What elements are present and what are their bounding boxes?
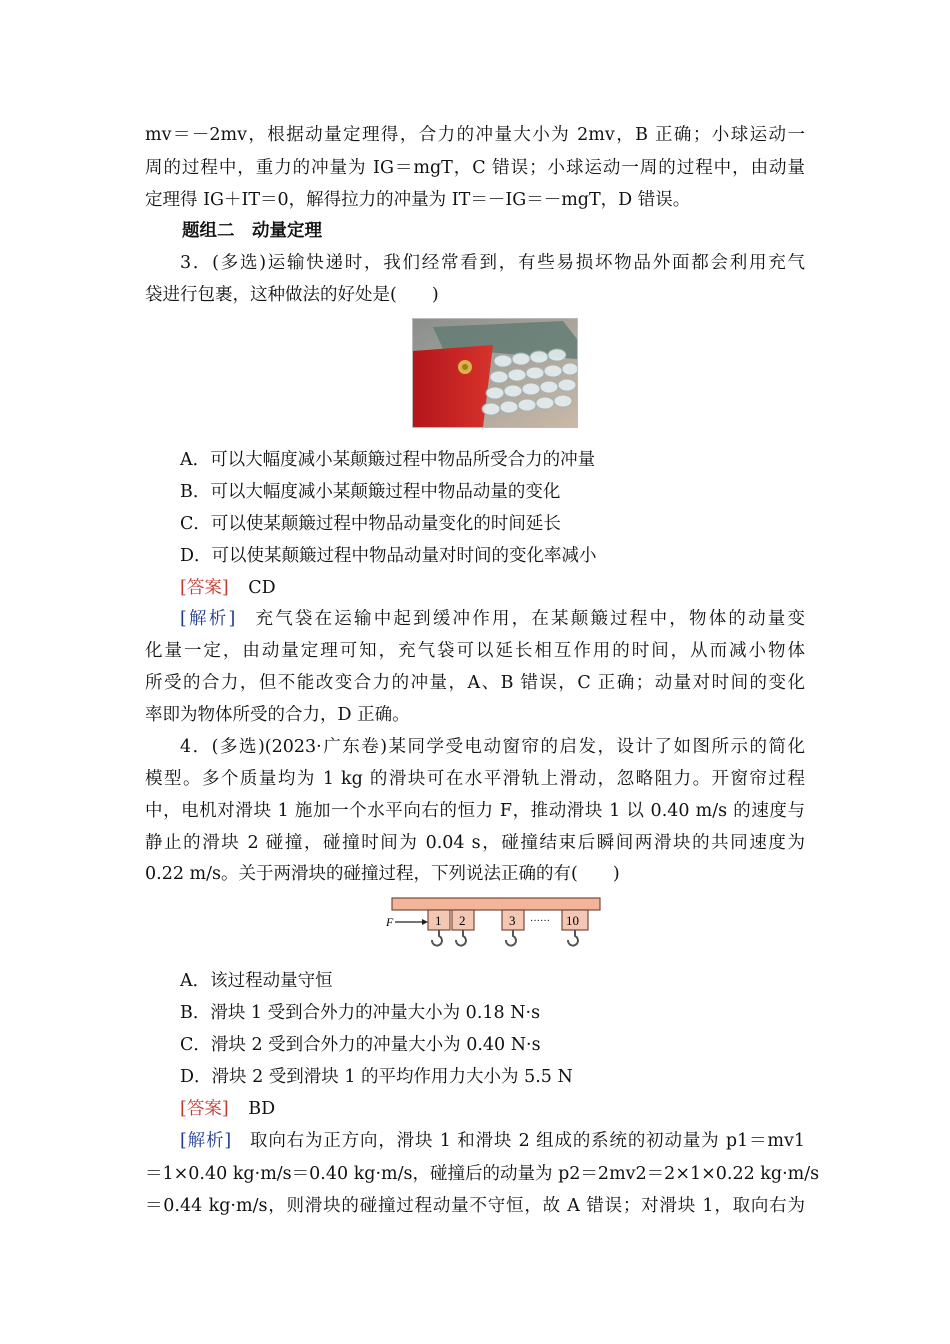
- analysis-line: [180, 1128, 805, 1154]
- section-title: 题组二 动量定理: [182, 221, 322, 241]
- analysis-text: 充气袋在运输中起到缓冲作用，在某颠簸过程中，物体的动量变: [253, 609, 806, 629]
- option-c: C．滑块 2 受到合外力的冲量大小为 0.40 N·s: [180, 1035, 541, 1055]
- answer-label: [答案]: [180, 1099, 229, 1119]
- packaging-photo: [412, 318, 578, 428]
- analysis-label: [解析]: [180, 1131, 232, 1151]
- option-b: B．可以大幅度减小某颠簸过程中物品动量的变化: [180, 482, 561, 502]
- block-label: 10: [566, 913, 579, 928]
- analysis-line: ＝0.44 kg·m/s，则滑块的碰撞过程动量不守恒，故 A 错误；对滑块 1，取向右为: [145, 1196, 805, 1216]
- analysis-text: 取向右为正方向，滑块 1 和滑块 2 组成的系统的初动量为 p1＝mv1: [249, 1131, 806, 1151]
- question-stem: 4．(多选)(2023·广东卷)某同学受电动窗帘的启发，设计了如图所示的简化: [180, 737, 805, 757]
- arrowhead-icon: [422, 919, 428, 925]
- block-label: 1: [435, 913, 442, 928]
- block-label: 2: [459, 913, 466, 928]
- option-a: A．可以大幅度减小某颠簸过程中物品所受合力的冲量: [180, 450, 596, 470]
- analysis-line: 化量一定，由动量定理可知，充气袋可以延长相互作用的时间，从而减小物体: [145, 641, 805, 661]
- hook-icon: [432, 930, 578, 946]
- text-line: 周的过程中，重力的冲量为 IG＝mgT，C 错误；小球运动一周的过程中，由动量: [145, 158, 805, 178]
- analysis-line: 率即为物体所受的合力，D 正确。: [145, 705, 410, 725]
- answer-row: [180, 575, 276, 601]
- question-stem: 0.22 m/s。关于两滑块的碰撞过程，下列说法正确的有( ): [145, 864, 620, 884]
- text-line: mv＝－2mv，根据动量定理得，合力的冲量大小为 2mv，B 正确；小球运动一: [145, 125, 805, 145]
- analysis-label: [解析]: [180, 609, 236, 629]
- question-stem: 3．(多选)运输快递时，我们经常看到，有些易损坏物品外面都会利用充气: [180, 253, 805, 273]
- question-stem: 袋进行包裹，这种做法的好处是( ): [145, 285, 439, 305]
- option-d: D．可以使某颠簸过程中物品动量对时间的变化率减小: [180, 546, 597, 566]
- question-stem: 静止的滑块 2 碰撞，碰撞时间为 0.04 s，碰撞结束后瞬间两滑块的共同速度为: [145, 833, 805, 853]
- answer-value: BD: [248, 1099, 276, 1119]
- block-label: 3: [509, 913, 516, 928]
- answer-row: [180, 1096, 275, 1122]
- answer-value: CD: [248, 578, 276, 598]
- analysis-line: [180, 606, 805, 632]
- option-b: B．滑块 1 受到合外力的冲量大小为 0.18 N·s: [180, 1003, 541, 1023]
- rail: [392, 898, 600, 910]
- option-a: A．该过程动量守恒: [180, 971, 333, 991]
- analysis-line: 所受的合力，但不能改变合力的冲量，A、B 错误，C 正确；动量对时间的变化: [145, 673, 805, 693]
- slider-rail-diagram: [386, 896, 604, 960]
- air-cushion-package-image: [413, 319, 577, 427]
- option-d: D．滑块 2 受到滑块 1 的平均作用力大小为 5.5 N: [180, 1067, 573, 1087]
- answer-label: [答案]: [180, 578, 229, 598]
- text-line: 定理得 IG＋IT＝0，解得拉力的冲量为 IT＝－IG＝－mgT，D 错误。: [145, 190, 691, 210]
- ellipsis-label: ······: [530, 916, 550, 927]
- option-c: C．可以使某颠簸过程中物品动量变化的时间延长: [180, 514, 561, 534]
- analysis-line: ＝1×0.40 kg·m/s＝0.40 kg·m/s，碰撞后的动量为 p2＝2mv2＝2×1×0.22 kg·m/s: [145, 1164, 820, 1184]
- question-stem: 中，电机对滑块 1 施加一个水平向右的恒力 F，推动滑块 1 以 0.40 m/s 的速度与: [145, 801, 805, 821]
- question-stem: 模型。多个质量均为 1 kg 的滑块可在水平滑轨上滑动，忽略阻力。开窗帘过程: [145, 769, 805, 789]
- force-label: F: [386, 915, 394, 929]
